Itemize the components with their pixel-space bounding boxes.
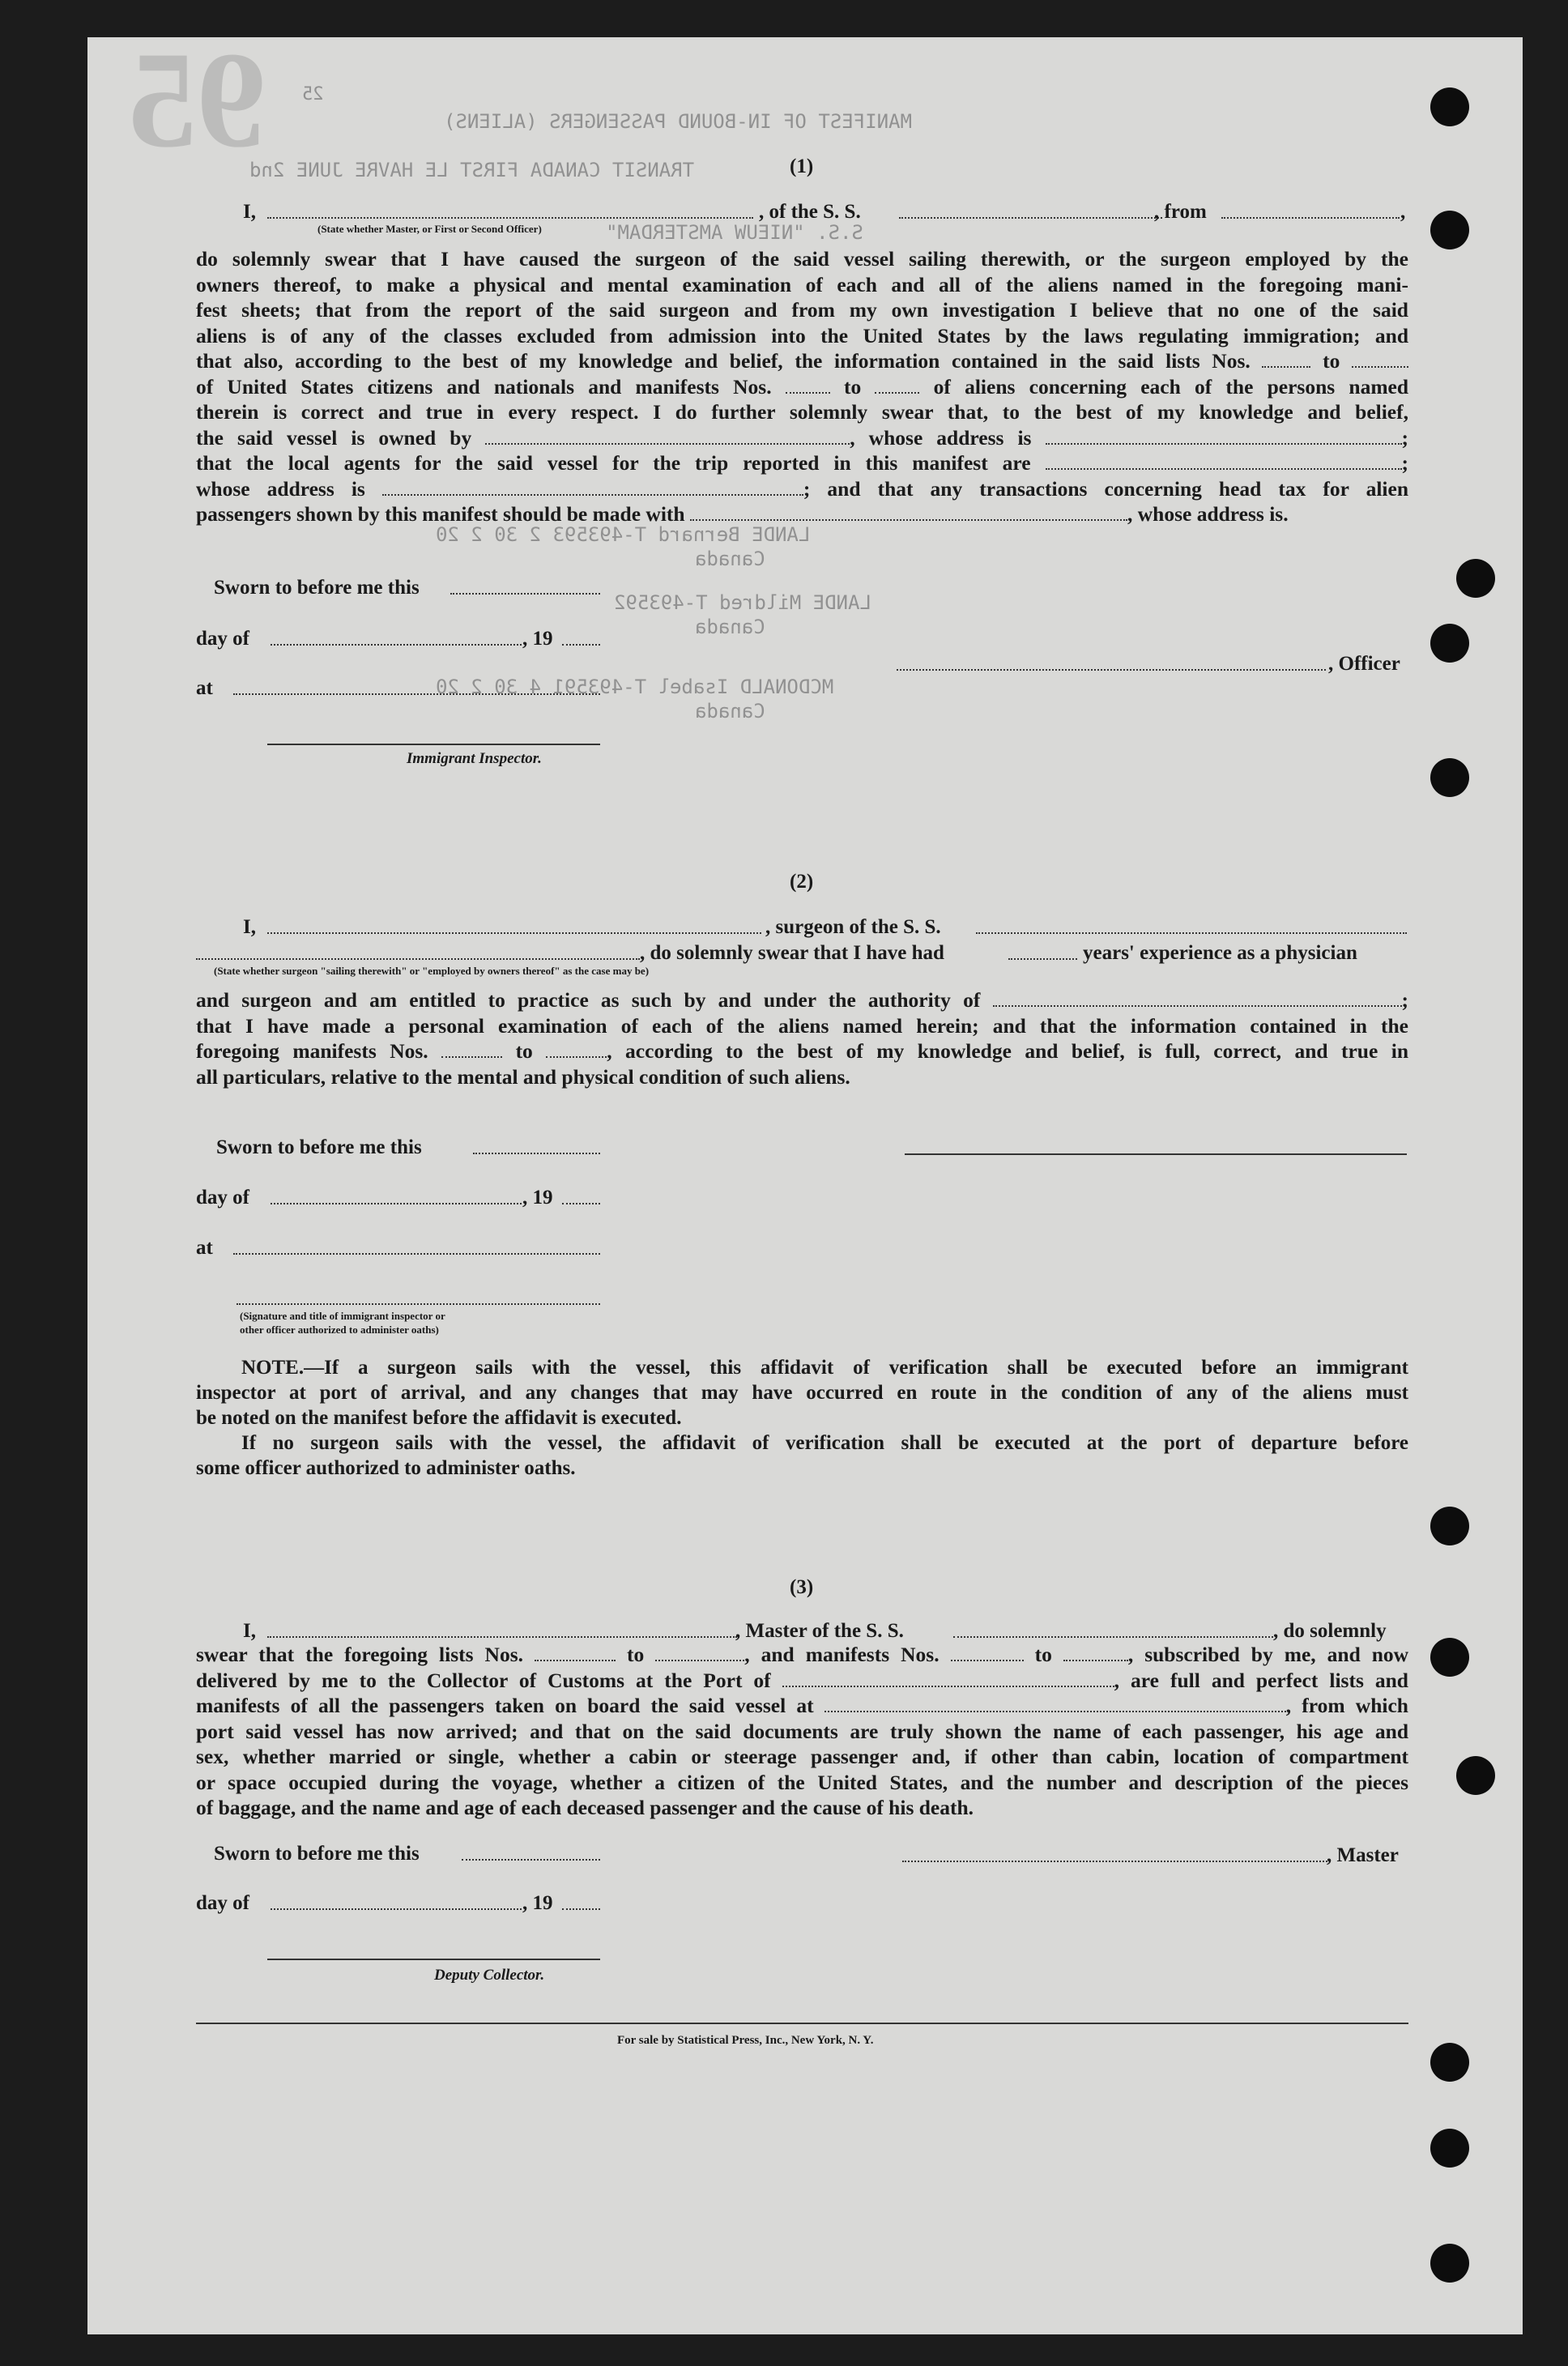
s1-line: therein is correct and true in every respect. I do further solemnly swear that, to the best of my knowledge and belief,: [196, 400, 1408, 424]
s1-agents-field[interactable]: [1046, 454, 1402, 470]
s3-manifest-from-field[interactable]: [951, 1645, 1024, 1661]
s2-years-label: years' experience as a physician: [1083, 942, 1357, 964]
s2-sailing-field[interactable]: [196, 958, 640, 960]
s1-line-agents: that the local agents for the said vessel for the trip reported in this manifest are ;: [196, 451, 1408, 475]
s2-line: that I have made a personal examination of each of the aliens named herein; and that the information contained in the: [196, 1013, 1408, 1038]
s2-swear-label: , do solemnly swear that I have had: [640, 942, 944, 964]
s2-authority-field[interactable]: [993, 991, 1402, 1007]
s1-line-passengers: passengers shown by this manifest should be made with , whose address is.: [196, 502, 1289, 526]
bleed-through-text: LANDE Mildred T-493592: [614, 591, 871, 614]
s3-i-label: I,: [243, 1620, 256, 1642]
s2-line-manifests: foregoing manifests Nos. to , according to the best of my knowledge and belief, is full, correct, and true in: [196, 1039, 1409, 1063]
s2-year-field[interactable]: [562, 1203, 600, 1204]
note-line: If no surgeon sails with the vessel, the affidavit of verification shall be executed at the port of departure before: [241, 1432, 1408, 1454]
s1-at-field[interactable]: [233, 693, 600, 695]
s2-surgeon-name-field[interactable]: [267, 932, 761, 934]
s2-ship-name-field[interactable]: [976, 932, 1407, 934]
s1-headtax-field[interactable]: [690, 505, 1127, 521]
punch-hole: [1430, 2043, 1469, 2082]
footer-text: For sale by Statistical Press, Inc., New York, N. Y.: [617, 2034, 874, 2047]
s3-line: port said vessel has now arrived; and that on the said documents are truly shown the name of each passenger, his age and: [196, 1719, 1408, 1743]
s2-day-label: day of: [196, 1187, 249, 1209]
s1-ship-name-field[interactable]: [899, 217, 1162, 219]
section-3-number: (3): [790, 1576, 814, 1598]
section-1-number: (1): [790, 156, 814, 177]
bleed-through-text: 25: [302, 84, 324, 104]
s2-years-field[interactable]: [1008, 958, 1077, 960]
s2-manifest-to-field[interactable]: [546, 1042, 607, 1058]
s2-surgeon-note: (State whether surgeon "sailing therewith" or "employed by owners thereof" as the case may be): [214, 965, 650, 977]
s2-sworn-label: Sworn to before me this: [216, 1136, 422, 1158]
s3-line: of baggage, and the name and age of each deceased passenger and the cause of his death.: [196, 1796, 974, 1819]
s1-lists-to-field[interactable]: [1352, 352, 1408, 368]
s2-surgeon-signature-line[interactable]: [905, 1153, 1407, 1155]
s1-line: owners thereof, to make a physical and mental examination of each and all of the aliens named in the foregoing mani-: [196, 272, 1408, 296]
s2-sworn-field[interactable]: [473, 1153, 600, 1154]
punch-hole: [1430, 2129, 1469, 2168]
punch-hole: [1430, 87, 1469, 126]
punch-hole: [1430, 624, 1469, 663]
s3-port-field[interactable]: [782, 1671, 1114, 1687]
bleed-through-text: MCDONALD Isabel T-493591 4 30 2 20: [436, 676, 834, 698]
s3-day-field[interactable]: [271, 1908, 522, 1910]
s3-year-label: , 19: [522, 1892, 553, 1914]
s1-year-label: , 19: [522, 628, 553, 650]
s1-ss-label: , of the S. S.: [759, 201, 861, 223]
bleed-through-text: Canada: [695, 700, 765, 723]
s3-body: [196, 1642, 1408, 1821]
s3-solemnly-label: , do solemnly: [1273, 1620, 1387, 1642]
s2-at-label: at: [196, 1237, 213, 1259]
s1-i-label: I,: [243, 201, 256, 223]
s1-year-field[interactable]: [562, 644, 600, 646]
s1-day-field[interactable]: [271, 644, 522, 646]
s1-line-citizens: of United States citizens and nationals and manifests Nos. to of aliens concerning each of the persons named: [196, 374, 1409, 399]
s3-year-field[interactable]: [562, 1908, 600, 1910]
s2-signature-field[interactable]: [236, 1303, 600, 1305]
s2-year-label: , 19: [522, 1187, 553, 1209]
s3-sworn-field[interactable]: [462, 1859, 600, 1861]
s1-day-label: day of: [196, 628, 249, 650]
s2-ss-label: , surgeon of the S. S.: [765, 916, 941, 938]
s1-master-note: (State whether Master, or First or Second Officer): [317, 223, 542, 235]
s1-agents-address-field[interactable]: [382, 480, 803, 496]
note-line: NOTE.—If a surgeon sails with the vessel, this affidavit of verification shall be executed before an immigrant: [241, 1357, 1408, 1379]
s1-at-label: at: [196, 677, 213, 699]
s1-sworn-label: Sworn to before me this: [214, 577, 420, 599]
s1-officer-signature-field[interactable]: [897, 669, 1326, 671]
s1-officer-label: , Officer: [1328, 653, 1400, 675]
s3-master-label: , Master: [1327, 1844, 1399, 1866]
s2-sig-note: other officer authorized to administer oaths): [240, 1324, 439, 1336]
s1-comma: ,: [1400, 201, 1406, 223]
s2-at-field[interactable]: [233, 1253, 600, 1255]
s2-sig-note: (Signature and title of immigrant inspector or: [240, 1310, 445, 1322]
punch-hole: [1430, 1507, 1469, 1545]
s1-sworn-field[interactable]: [450, 593, 600, 595]
s1-line-whose: whose address is ; and that any transactions concerning head tax for alien: [196, 476, 1408, 501]
s3-day-label: day of: [196, 1892, 249, 1914]
s1-manifest-from-field[interactable]: [786, 377, 830, 394]
s1-line-lists: that also, according to the best of my knowledge and belief, the information contained in the said lists Nos. to: [196, 348, 1408, 374]
s1-inspector-signature-line[interactable]: [267, 744, 600, 745]
bleed-through-number: 95: [128, 23, 266, 176]
section-2-number: (2): [790, 871, 814, 893]
s1-owner-field[interactable]: [485, 428, 850, 445]
punch-hole: [1430, 1638, 1469, 1677]
s3-master-name-field[interactable]: [267, 1636, 737, 1638]
s2-line-authority: and surgeon and am entitled to practice as such by and under the authority of ;: [196, 988, 1409, 1012]
s2-i-label: I,: [243, 916, 256, 938]
s3-sworn-label: Sworn to before me this: [214, 1843, 420, 1865]
punch-hole: [1430, 758, 1469, 797]
s1-line-owned: the said vessel is owned by , whose address is ;: [196, 425, 1409, 450]
s3-line-port: delivered by me to the Collector of Customs at the Port of , are full and perfect lists and: [196, 1668, 1408, 1692]
s3-lists-from-field[interactable]: [535, 1645, 616, 1661]
s3-ship-name-field[interactable]: [953, 1636, 1273, 1638]
s2-body: [196, 987, 1408, 1089]
note-line: some officer authorized to administer oaths.: [196, 1457, 576, 1479]
s3-ss-label: , Master of the S. S.: [735, 1620, 904, 1642]
s1-inspector-label: Immigrant Inspector.: [407, 750, 542, 767]
bleed-through-text: MANIFEST OF IN-BOUND PASSENGERS (ALIENS): [444, 110, 912, 133]
s3-line-vessel: manifests of all the passengers taken on board the said vessel at , from which: [196, 1694, 1408, 1717]
s3-manifest-to-field[interactable]: [1063, 1645, 1128, 1661]
footer-rule: [196, 2023, 1408, 2024]
s1-lists-from-field[interactable]: [1262, 352, 1310, 368]
punch-hole: [1430, 211, 1469, 249]
punch-hole: [1456, 1756, 1495, 1795]
s1-body: [196, 246, 1408, 527]
bleed-through-text: TRANSIT CANADA FIRST LE HAVRE JUNE 2nd: [249, 159, 695, 181]
s1-line: aliens is of any of the classes excluded from admission into the United States by the laws regulating immigration; and: [196, 323, 1408, 347]
s1-line: fest sheets; that from the report of the said surgeon and from my own investigation I believe that no one of the said: [196, 298, 1408, 322]
s2-manifest-from-field[interactable]: [441, 1042, 502, 1058]
s2-day-field[interactable]: [271, 1203, 522, 1204]
s3-deputy-signature-line[interactable]: [267, 1959, 600, 1960]
s3-deputy-label: Deputy Collector.: [434, 1967, 545, 1984]
s3-line: or space occupied during the voyage, whether a citizen of the United States, and the number and description of the pieces: [196, 1770, 1408, 1794]
s3-lists-to-field[interactable]: [655, 1645, 744, 1661]
bleed-through-text: LANDE Bernard T-493593 2 30 2 20: [436, 523, 811, 546]
note-line: inspector at port of arrival, and any changes that may have occurred en route in the condition of any of the aliens must: [196, 1382, 1408, 1404]
punch-hole: [1430, 2244, 1469, 2283]
s1-master-name-field[interactable]: [267, 217, 753, 219]
s2-line: all particulars, relative to the mental and physical condition of such aliens.: [196, 1064, 850, 1089]
bleed-through-text: Canada: [695, 548, 765, 570]
punch-hole: [1456, 559, 1495, 598]
s3-line: sex, whether married or single, whether a cabin or steerage passenger and, if other than cabin, location of compartment: [196, 1745, 1408, 1768]
s1-from-field[interactable]: [1221, 217, 1400, 219]
note-line: be noted on the manifest before the affidavit is executed.: [196, 1407, 682, 1429]
bleed-through-text: S.S. "NIEUW AMSTERDAM": [606, 221, 863, 244]
bleed-through-text: Canada: [695, 616, 765, 638]
s3-master-signature-field[interactable]: [902, 1861, 1327, 1862]
s3-line-lists: swear that the foregoing lists Nos. to , and manifests Nos. to , subscribed by me, and now: [196, 1643, 1409, 1666]
s1-manifest-to-field[interactable]: [875, 377, 919, 394]
s1-from-label: , from: [1154, 201, 1207, 223]
s1-owner-address-field[interactable]: [1046, 428, 1402, 445]
note-block: [196, 1355, 1408, 1481]
s1-line: do solemnly swear that I have caused the surgeon of the said vessel sailing therewith, or the surgeon employed by the: [196, 247, 1408, 271]
s3-boarded-at-field[interactable]: [824, 1696, 1286, 1712]
